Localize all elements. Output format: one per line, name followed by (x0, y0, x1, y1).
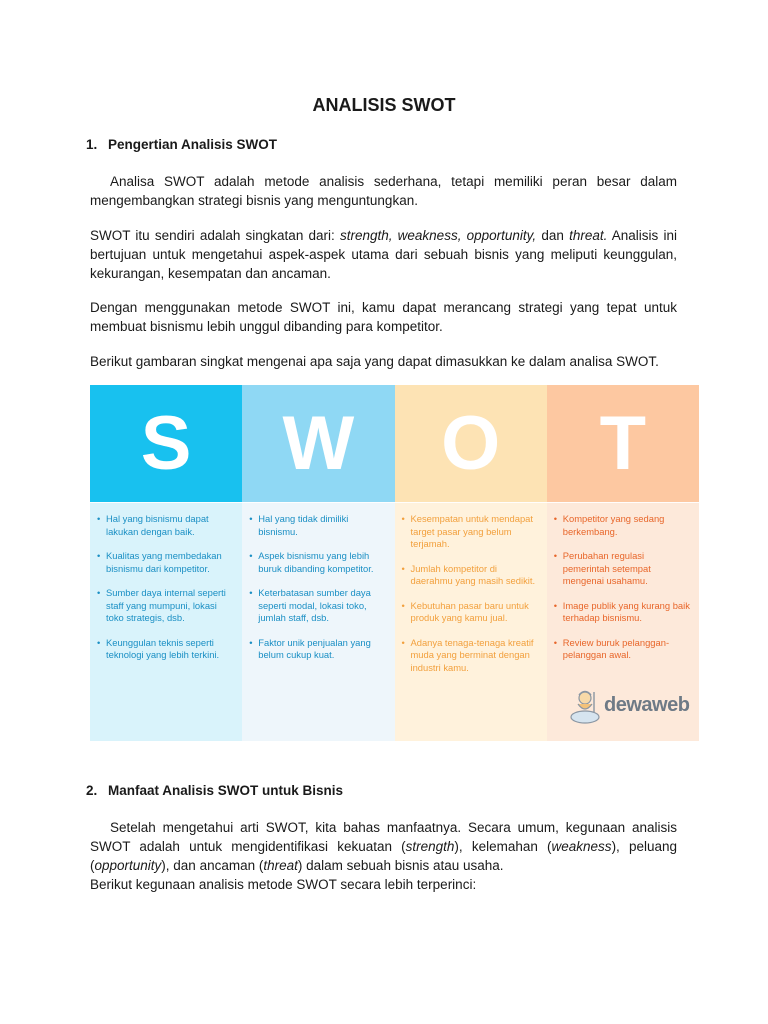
mascot-icon (570, 686, 600, 724)
s2-opportunity: opportunity (94, 858, 162, 873)
s2-weakness: weakness (551, 839, 612, 854)
p2-text-c: dan (536, 228, 570, 243)
swot-item: • Kebutuhan pasar baru untuk produk yang kamu jual. (403, 600, 539, 625)
swot-item: • Kesempatan untuk mendapat target pasar yang belum terjamah. (403, 513, 539, 551)
dewaweb-logo (570, 686, 689, 724)
document-title: ANALISIS SWOT (312, 95, 456, 115)
swot-item: • Review buruk pelanggan-pelanggan awal. (555, 637, 691, 662)
section-2-paragraph-2: Berikut kegunaan analisis metode SWOT secara lebih terperinci: (90, 877, 477, 892)
swot-item: • Kompetitor yang sedang berkembang. (555, 513, 691, 538)
swot-item: • Jumlah kompetitor di daerahmu yang masih sedikit. (403, 563, 539, 588)
p2-threat: threat. (569, 228, 608, 243)
p2-text-e: Analisis ini bertujuan untuk mengetahui aspek-aspek utama dari sebuah bisnis yang meliputi keunggulan, kekurangan, kesempatan dan ancaman. (90, 228, 677, 281)
s2-text-i: ) dalam sebuah bisnis atau usaha. (297, 858, 504, 873)
swot-body-strength (90, 502, 242, 741)
section-2-paragraph-1 (90, 818, 677, 875)
section-1-paragraph-4: Berikut gambaran singkat mengenai apa saja yang dapat dimasukkan ke dalam analisa SWOT. (90, 354, 659, 369)
p2-text-a: SWOT itu sendiri adalah singkatan dari: (90, 228, 340, 243)
swot-item: • Adanya tenaga-tenaga kreatif muda yang berminat dengan industri kamu. (403, 637, 539, 675)
swot-item: • Hal yang tidak dimiliki bisnismu. (250, 513, 386, 538)
p2-terms: strength, weakness, opportunity, (339, 228, 537, 243)
section-2-number: 2. (86, 783, 98, 798)
swot-item: • Kualitas yang membedakan bisnismu dari kompetitor. (98, 550, 234, 575)
swot-item: • Perubahan regulasi pemerintah setempat mengenai usahamu. (555, 550, 691, 588)
section-2-title: Manfaat Analisis SWOT untuk Bisnis (108, 783, 344, 798)
s2-threat: threat (263, 858, 298, 873)
swot-column-opportunity (395, 385, 547, 741)
swot-item: • Faktor unik penjualan yang belum cukup kuat. (250, 637, 386, 662)
section-1-heading (86, 137, 277, 152)
swot-item: • Sumber daya internal seperti staff yang mumpuni, lokasi toko strategis, dsb. (98, 587, 234, 625)
s2-text-c: ), kelemahan ( (454, 839, 552, 854)
swot-item: • Keunggulan teknis seperti teknologi yang lebih terkini. (98, 637, 234, 662)
section-1-number: 1. (86, 137, 98, 152)
s2-text-g: ), dan ancaman ( (161, 858, 264, 873)
section-2-heading (86, 783, 343, 798)
swot-body-weakness (242, 502, 394, 741)
section-1-paragraph-2 (90, 226, 677, 283)
section-1-paragraph-3: Dengan menggunakan metode SWOT ini, kamu dapat merancang strategi yang tepat untuk membuat bisnismu lebih unggul dibanding para kompetitor. (90, 300, 677, 334)
swot-item: • Image publik yang kurang baik terhadap bisnismu. (555, 600, 691, 625)
swot-column-weakness (242, 385, 394, 741)
swot-column-strength (90, 385, 242, 741)
s2-strength: strength (405, 839, 455, 854)
swot-letter-s: S (90, 385, 242, 502)
logo-text: dewaweb (604, 693, 690, 716)
swot-item: • Aspek bisnismu yang lebih buruk dibanding kompetitor. (250, 550, 386, 575)
section-1-paragraph-1: Analisa SWOT adalah metode analisis sederhana, tetapi memiliki peran besar dalam mengembangkan strategi bisnis yang menguntungkan. (90, 174, 677, 208)
swot-letter-w: W (242, 385, 394, 502)
swot-item: • Keterbatasan sumber daya seperti modal, lokasi toko, jumlah staff, dsb. (250, 587, 386, 625)
s2-text-a: Setelah mengetahui arti SWOT, kita bahas manfaatnya. Secara umum, kegunaan analisis SWOT adalah untuk mengidentifikasi kekuatan ( (90, 820, 677, 854)
swot-letter-o: O (395, 385, 547, 502)
swot-letter-t: T (547, 385, 699, 502)
section-1-title: Pengertian Analisis SWOT (108, 137, 278, 152)
swot-item: • Hal yang bisnismu dapat lakukan dengan baik. (98, 513, 234, 538)
s2-text-e: ), peluang ( (90, 839, 678, 873)
swot-body-opportunity (395, 502, 547, 741)
